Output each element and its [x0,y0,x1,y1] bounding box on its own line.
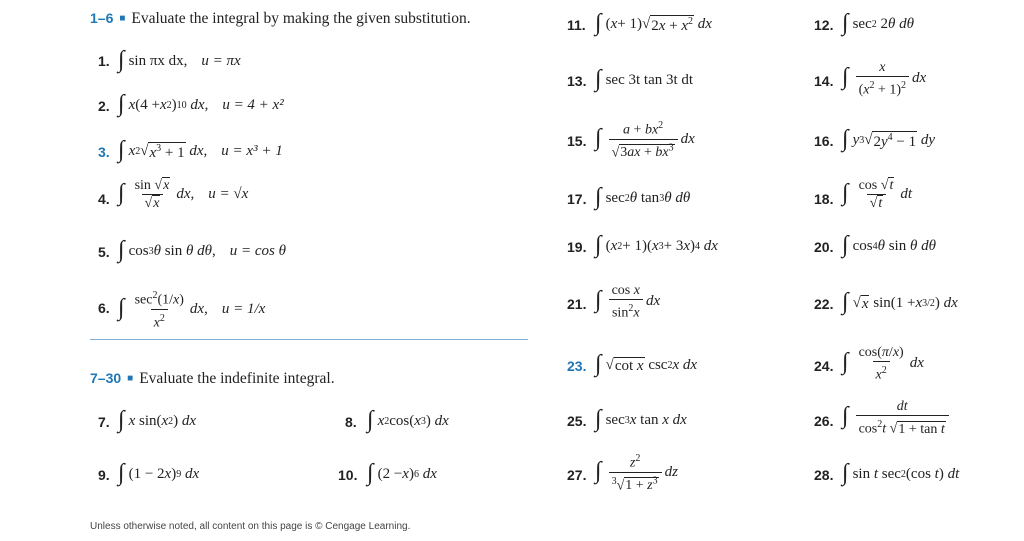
section-divider [90,339,528,340]
problem-number: 20. [814,239,834,255]
problem-number: 6. [98,300,110,316]
problem-20-expression: ∫ cos 4 θ sin θ dθ [842,232,936,258]
problem-12-expression: ∫ sec 2 2 θ dθ [842,10,914,36]
problem-number: 27. [567,467,587,483]
problem-19-expression: ∫ ( x 2 + 1)( x 3 + 3 x ) 4 dx [595,232,718,258]
problem-10-expression: ∫ (2 − x ) 6 dx [367,460,437,486]
problem-number: 19. [567,239,587,255]
problem-number: 7. [98,414,110,430]
problem-6-expression: ∫ $\frac{\sec^2(1/x)}{x^2}$ dx , u = 1/x [118,290,266,331]
problem-number: 24. [814,358,834,374]
problem-3-expression: ∫ x 2 √ $x^3 + 1$ dx , u = x³ + 1 [118,137,283,163]
problem-number: 12. [814,17,834,33]
problem-9-expression: ∫ (1 − 2 x ) 9 dx [118,460,200,486]
problem-26-expression: ∫ $\frac{dt}{\cos^2t √1 + \tan t}$ [842,398,952,438]
section-header-1-6: 1–6 ■ Evaluate the integral by making the given substitution. [90,10,471,27]
problem-number: 8. [345,414,357,430]
problem-25-expression: ∫ sec 3 x tan x dx [595,406,687,432]
problem-14-expression: ∫ $\frac{x}{(x^2 + 1)^2}$ dx [842,60,927,98]
problem-number: 4. [98,191,110,207]
problem-17-expression: ∫ sec 2 θ tan 3 θ dθ [595,184,691,210]
problem-22-expression: ∫ √ x sin(1 + x 3/2 ) dx [842,289,958,315]
problem-number: 10. [338,467,358,483]
problem-21-expression: ∫ $\frac{\text{cos x}}{\sin^2x}$ dx [595,283,661,321]
problem-16-expression: ∫ y 3 √ $2y^4 - 1$ dy [842,126,936,152]
problem-number: 25. [567,413,587,429]
problem-number: 14. [814,73,834,89]
problem-number: 2. [98,98,110,114]
problem-5-expression: ∫ cos 3 θ sin θ dθ , u = cos θ [118,237,286,263]
problem-number: 23. [567,358,587,374]
problem-number: 16. [814,133,834,149]
problem-28-expression: ∫ sin t sec 2 (cos t ) dt [842,460,960,486]
copyright-footer: Unless otherwise noted, all content on this page is © Cengage Learning. [90,521,411,532]
problem-number: 13. [567,73,587,89]
problem-number: 1. [98,53,110,69]
problem-number: 11. [567,17,586,33]
section-header-7-30: 7–30 ■ Evaluate the indefinite integral. [90,370,335,387]
problem-number: 28. [814,467,834,483]
problem-4-expression: ∫ $\frac{\sin √x}{√x}$ dx , u = √x [118,178,249,211]
problem-8-expression: ∫ x 2 cos( x 3 ) dx [367,407,449,433]
problem-number: 21. [567,296,587,312]
problem-number: 9. [98,467,110,483]
problem-number: 17. [567,191,587,207]
problem-15-expression: ∫ $\frac{a + bx^2}{√3ax + bx^3}$ dx [595,120,695,161]
problem-number: 26. [814,413,834,429]
problem-1-expression: ∫ sin πx dx, u = πx [118,47,241,73]
problem-7-expression: ∫ x sin( x 2 ) dx [118,407,197,433]
problem-23-expression: ∫ √ cot x csc 2 x dx [595,351,698,377]
problem-13-expression: ∫ sec 3t tan 3t dt [595,66,694,92]
problem-18-expression: ∫ $\frac{\cos √t}{√t}$ dt [842,178,912,211]
problem-2-expression: ∫ x (4 + x 2 ) 10 dx , u = 4 + x² [118,91,284,117]
problem-27-expression: ∫ $\frac{z^2}{^3√1 + z^3}$ dz [595,453,678,494]
problem-11-expression: ∫ ( x + 1) √ $2x + x^2$ dx [595,10,712,36]
problem-number: 18. [814,191,834,207]
problem-number: 15. [567,133,587,149]
problem-number: 5. [98,244,110,260]
problem-number: 22. [814,296,834,312]
problem-24-expression: ∫ $\frac{\cos(\pi/x)}{x^2}$ dx [842,345,924,383]
problem-number: 3. [98,144,110,160]
